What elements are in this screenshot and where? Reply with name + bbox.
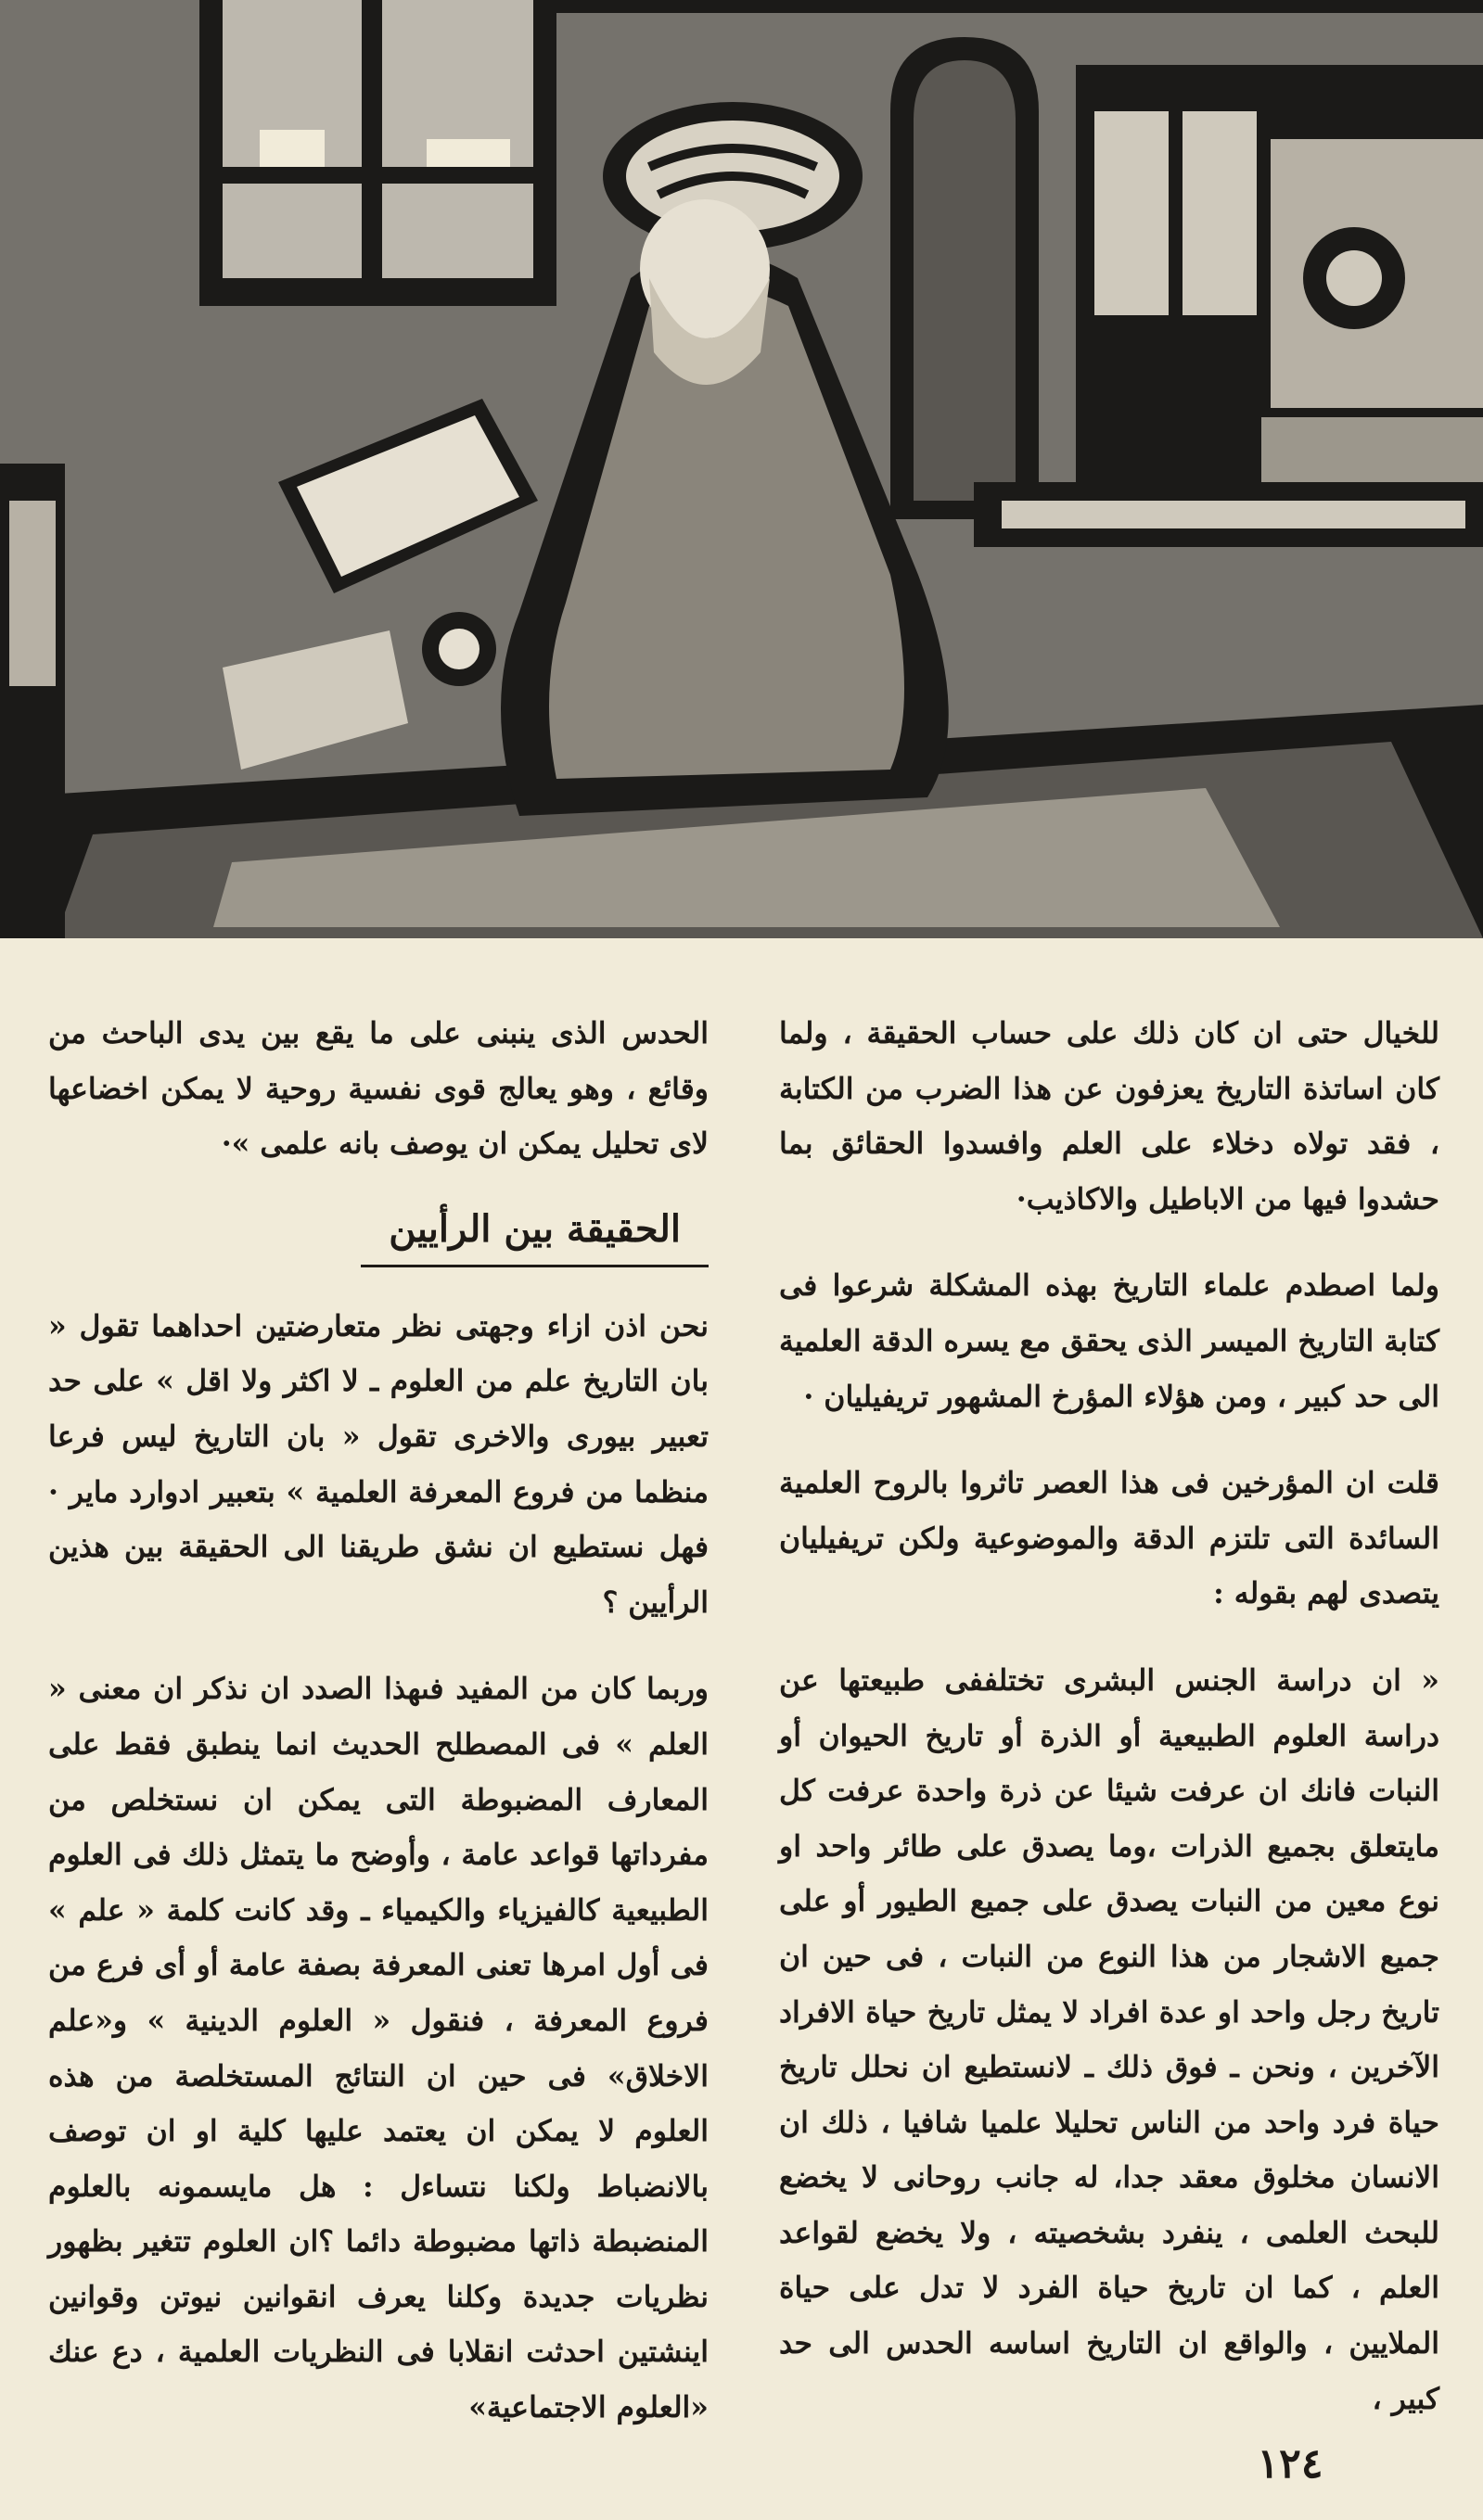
paragraph: الحدس الذى ينبنى على ما يقع بين يدى الباحث من وقائع ، وهو يعالج قوى نفسية روحية لا يمكن اخضاعها لاى تحليل يمكن ان يوصف بانه علمى »·: [48, 1016, 709, 1162]
quote-paragraph: « ان دراسة الجنس البشرى تختلففى طبيعتها عن دراسة العلوم الطبيعية أو الذرة أو تاريخ الحيوان أو النبات فانك ان عرفت شيئا عن ذرة واحدة عرفت كل مايتعلق بجميع الذرات ،وما يصدق على طائر واحد او نوع معين من النبات يصدق على جميع الطيور أو على جميع الاشجار من هذا النوع من النبات ، فى حين ان تاريخ رجل واحد او عدة افراد لا يمثل تاريخ حياة الافراد الآخرين ، ونحن ـ فوق ذلك ـ لانستطيع ان نحلل تاريخ حياة فرد واحد من الناس تحليلا علميا شافيا ، ذلك ان الانسان مخلوق معقد جدا، له جانب روحانى لا يخضع للبحث العلمى ، ينفرد بشخصيته ، ولا يخضع لقواعد العلم ، كما ان تاريخ حياة الفرد لا تدل على حياة الملايين ، والواقع ان التاريخ اساسه الحدس الى حد كبير ،: [779, 1662, 1439, 2416]
paragraph: وربما كان من المفيد فىهذا الصدد ان نذكر ان معنى « العلم » فى المصطلح الحديث انما ينطبق فقط على المعارف المضبوطة التى يمكن ان نستخلص من مفرداتها قواعد عامة ، وأوضح ما يتمثل ذلك فى العلوم الطبيعية كالفيزياء والكيمياء ـ وقد كانت كلمة « علم » فى أول امرها تعنى المعرفة بصفة عامة أو أى فرع من فروع المعرفة ، فنقول « العلوم الدينية » و«علم الاخلاق» فى حين ان النتائج المستخلصة من هذه العلوم لا يمكن ان يعتمد عليها كلية او ان توصف بالانضباط ولكنا نتساءل : هل مايسمونه بالعلوم المنضبطة ذاتها مضبوطة دائما ؟ان العلوم تتغير بظهور نظريات جديدة وكلنا يعرف انقوانين نيوتن وقوانين اينشتين احدثت انقلابا فى النظريات العلمية ، دع عنك «العلوم الاجتماعية»: [48, 1672, 709, 2425]
page-number: ١٢٤: [1257, 2440, 1323, 2488]
woodcut-illustration: [0, 0, 1483, 938]
paragraph: نحن اذن ازاء وجهتى نظر متعارضتين احداهما تقول « بان التاريخ علم من العلوم ـ لا اكثر ولا اقل » على حد تعبير بيورى والاخرى تقول « بان التاريخ ليس فرعا منظما من فروع المعرفة العلمية » بتعبير ادوارد ماير · فهل نستطيع ان نشق طريقنا الى الحقيقة بين هذين الرأيين ؟: [48, 1308, 709, 1620]
paragraph: قلت ان المؤرخين فى هذا العصر تاثروا بالروح العلمية السائدة التى تلتزم الدقة والموضوعية ولكن تريفيليان يتصدى لهم بقوله :: [779, 1466, 1439, 1611]
paragraph: للخيال حتى ان كان ذلك على حساب الحقيقة ، ولما كان اساتذة التاريخ يعزفون عن هذا الضرب من الكتابة ، فقد تولاه دخلاء على العلم وافسدوا الحقائق بما حشدوا فيها من الاباطيل والاكاذيب·: [779, 1016, 1439, 1216]
scholar-writing-icon: [0, 0, 1483, 938]
section-heading: الحقيقة بين الرأيين: [361, 1203, 709, 1267]
paragraph: ولما اصطدم علماء التاريخ بهذه المشكلة شرعوا فى كتابة التاريخ الميسر الذى يحقق مع يسره الدقة العلمية الى حد كبير ، ومن هؤلاء المؤرخ المشهور تريفيليان ·: [779, 1268, 1439, 1414]
section-heading-wrap: [48, 1203, 709, 1267]
article-body: [48, 1006, 1439, 2434]
left-column: [48, 1006, 709, 2436]
right-column: [779, 1006, 1439, 2426]
